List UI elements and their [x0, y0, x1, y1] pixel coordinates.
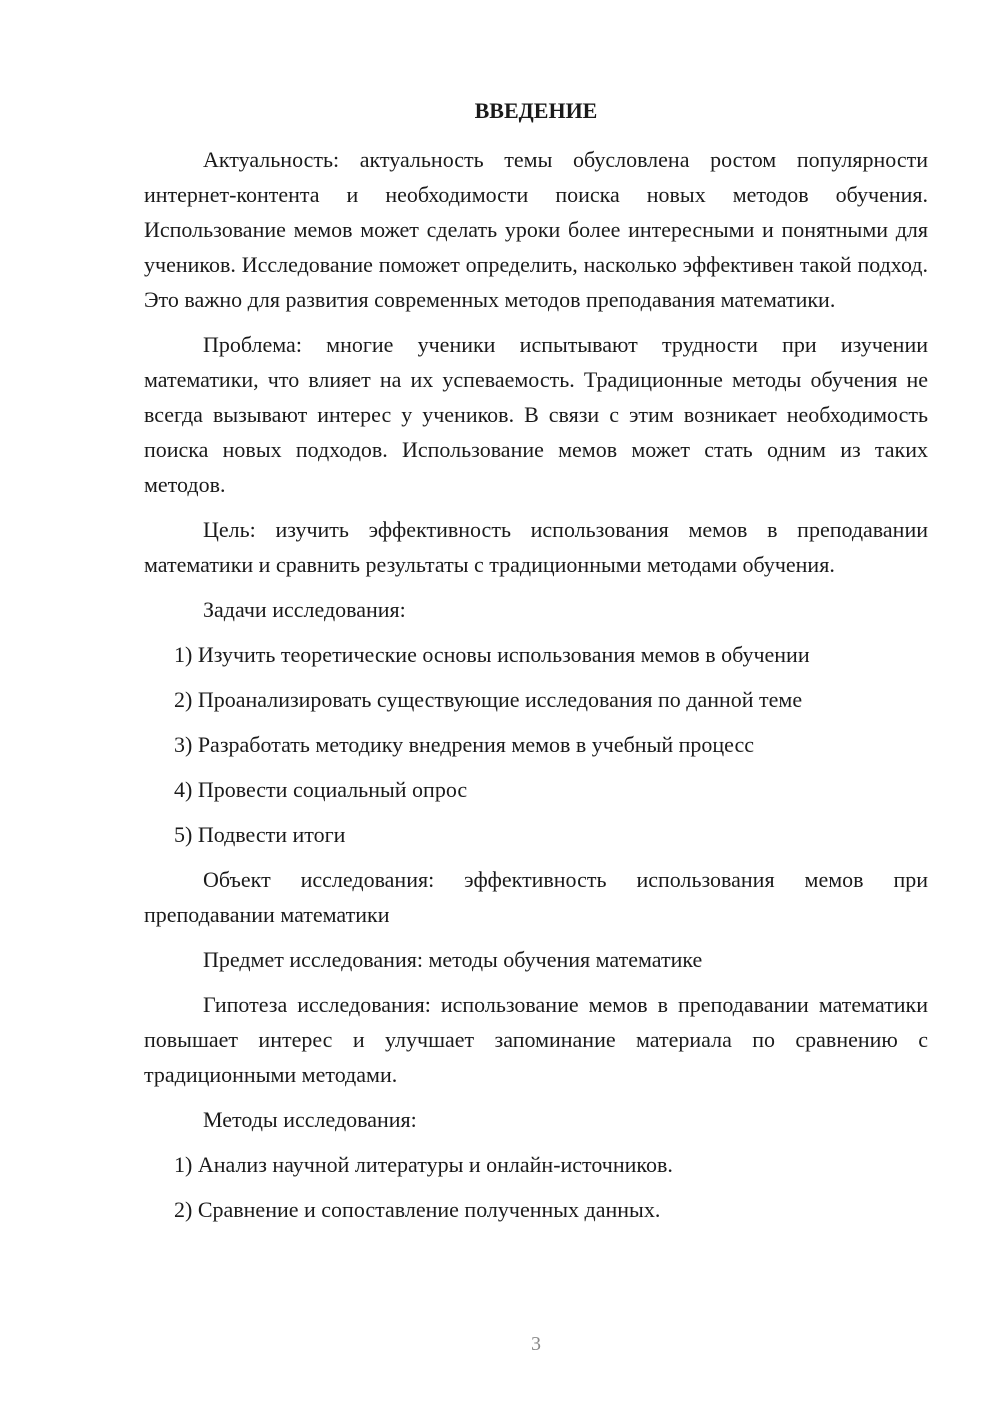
paragraph-relevance: Актуальность: актуальность темы обусловлена ростом популярности интернет-контента и необходимости поиска новых методов обучения. Использование мемов может сделать уроки более интересными и понятными для учеников. Исследование поможет определить, насколько эффективен такой подход. Это важно для развития современных методов преподавания математики. — [144, 147, 928, 312]
methods-title: Методы исследования: — [203, 1107, 417, 1132]
paragraph-goal: Цель: изучить эффективность использования мемов в преподавании математики и сравнить результаты с традиционными методами обучения. — [144, 517, 928, 577]
tasks-title: Задачи исследования: — [203, 597, 406, 622]
method-item-2: 2) Сравнение и сопоставление полученных данных. — [174, 1197, 661, 1222]
page-body — [144, 94, 928, 1237]
task-item-5: 5) Подвести итоги — [174, 822, 346, 847]
paragraph-hypothesis: Гипотеза исследования: использование мемов в преподавании математики повышает интерес и улучшает запоминание материала по сравнению с традиционными методами. — [144, 992, 928, 1087]
page-number: 3 — [531, 1333, 541, 1355]
paragraph-object: Объект исследования: эффективность использования мемов при преподавании математики — [144, 867, 928, 927]
task-item-1: 1) Изучить теоретические основы использования мемов в обучении — [174, 642, 810, 667]
task-item-3: 3) Разработать методику внедрения мемов в учебный процесс — [174, 732, 755, 757]
method-item-1: 1) Анализ научной литературы и онлайн-источников. — [174, 1152, 673, 1177]
paragraph-problem: Проблема: многие ученики испытывают трудности при изучении математики, что влияет на их успеваемость. Традиционные методы обучения не всегда вызывают интерес у учеников. В связи с этим возникает необходимость поиска новых подходов. Использование мемов может стать одним из таких методов. — [144, 332, 928, 497]
task-item-2: 2) Проанализировать существующие исследования по данной теме — [174, 687, 803, 712]
task-item-4: 4) Провести социальный опрос — [174, 777, 468, 802]
section-heading: ВВЕДЕНИЕ — [474, 98, 598, 123]
paragraph-subject: Предмет исследования: методы обучения математике — [203, 947, 703, 972]
